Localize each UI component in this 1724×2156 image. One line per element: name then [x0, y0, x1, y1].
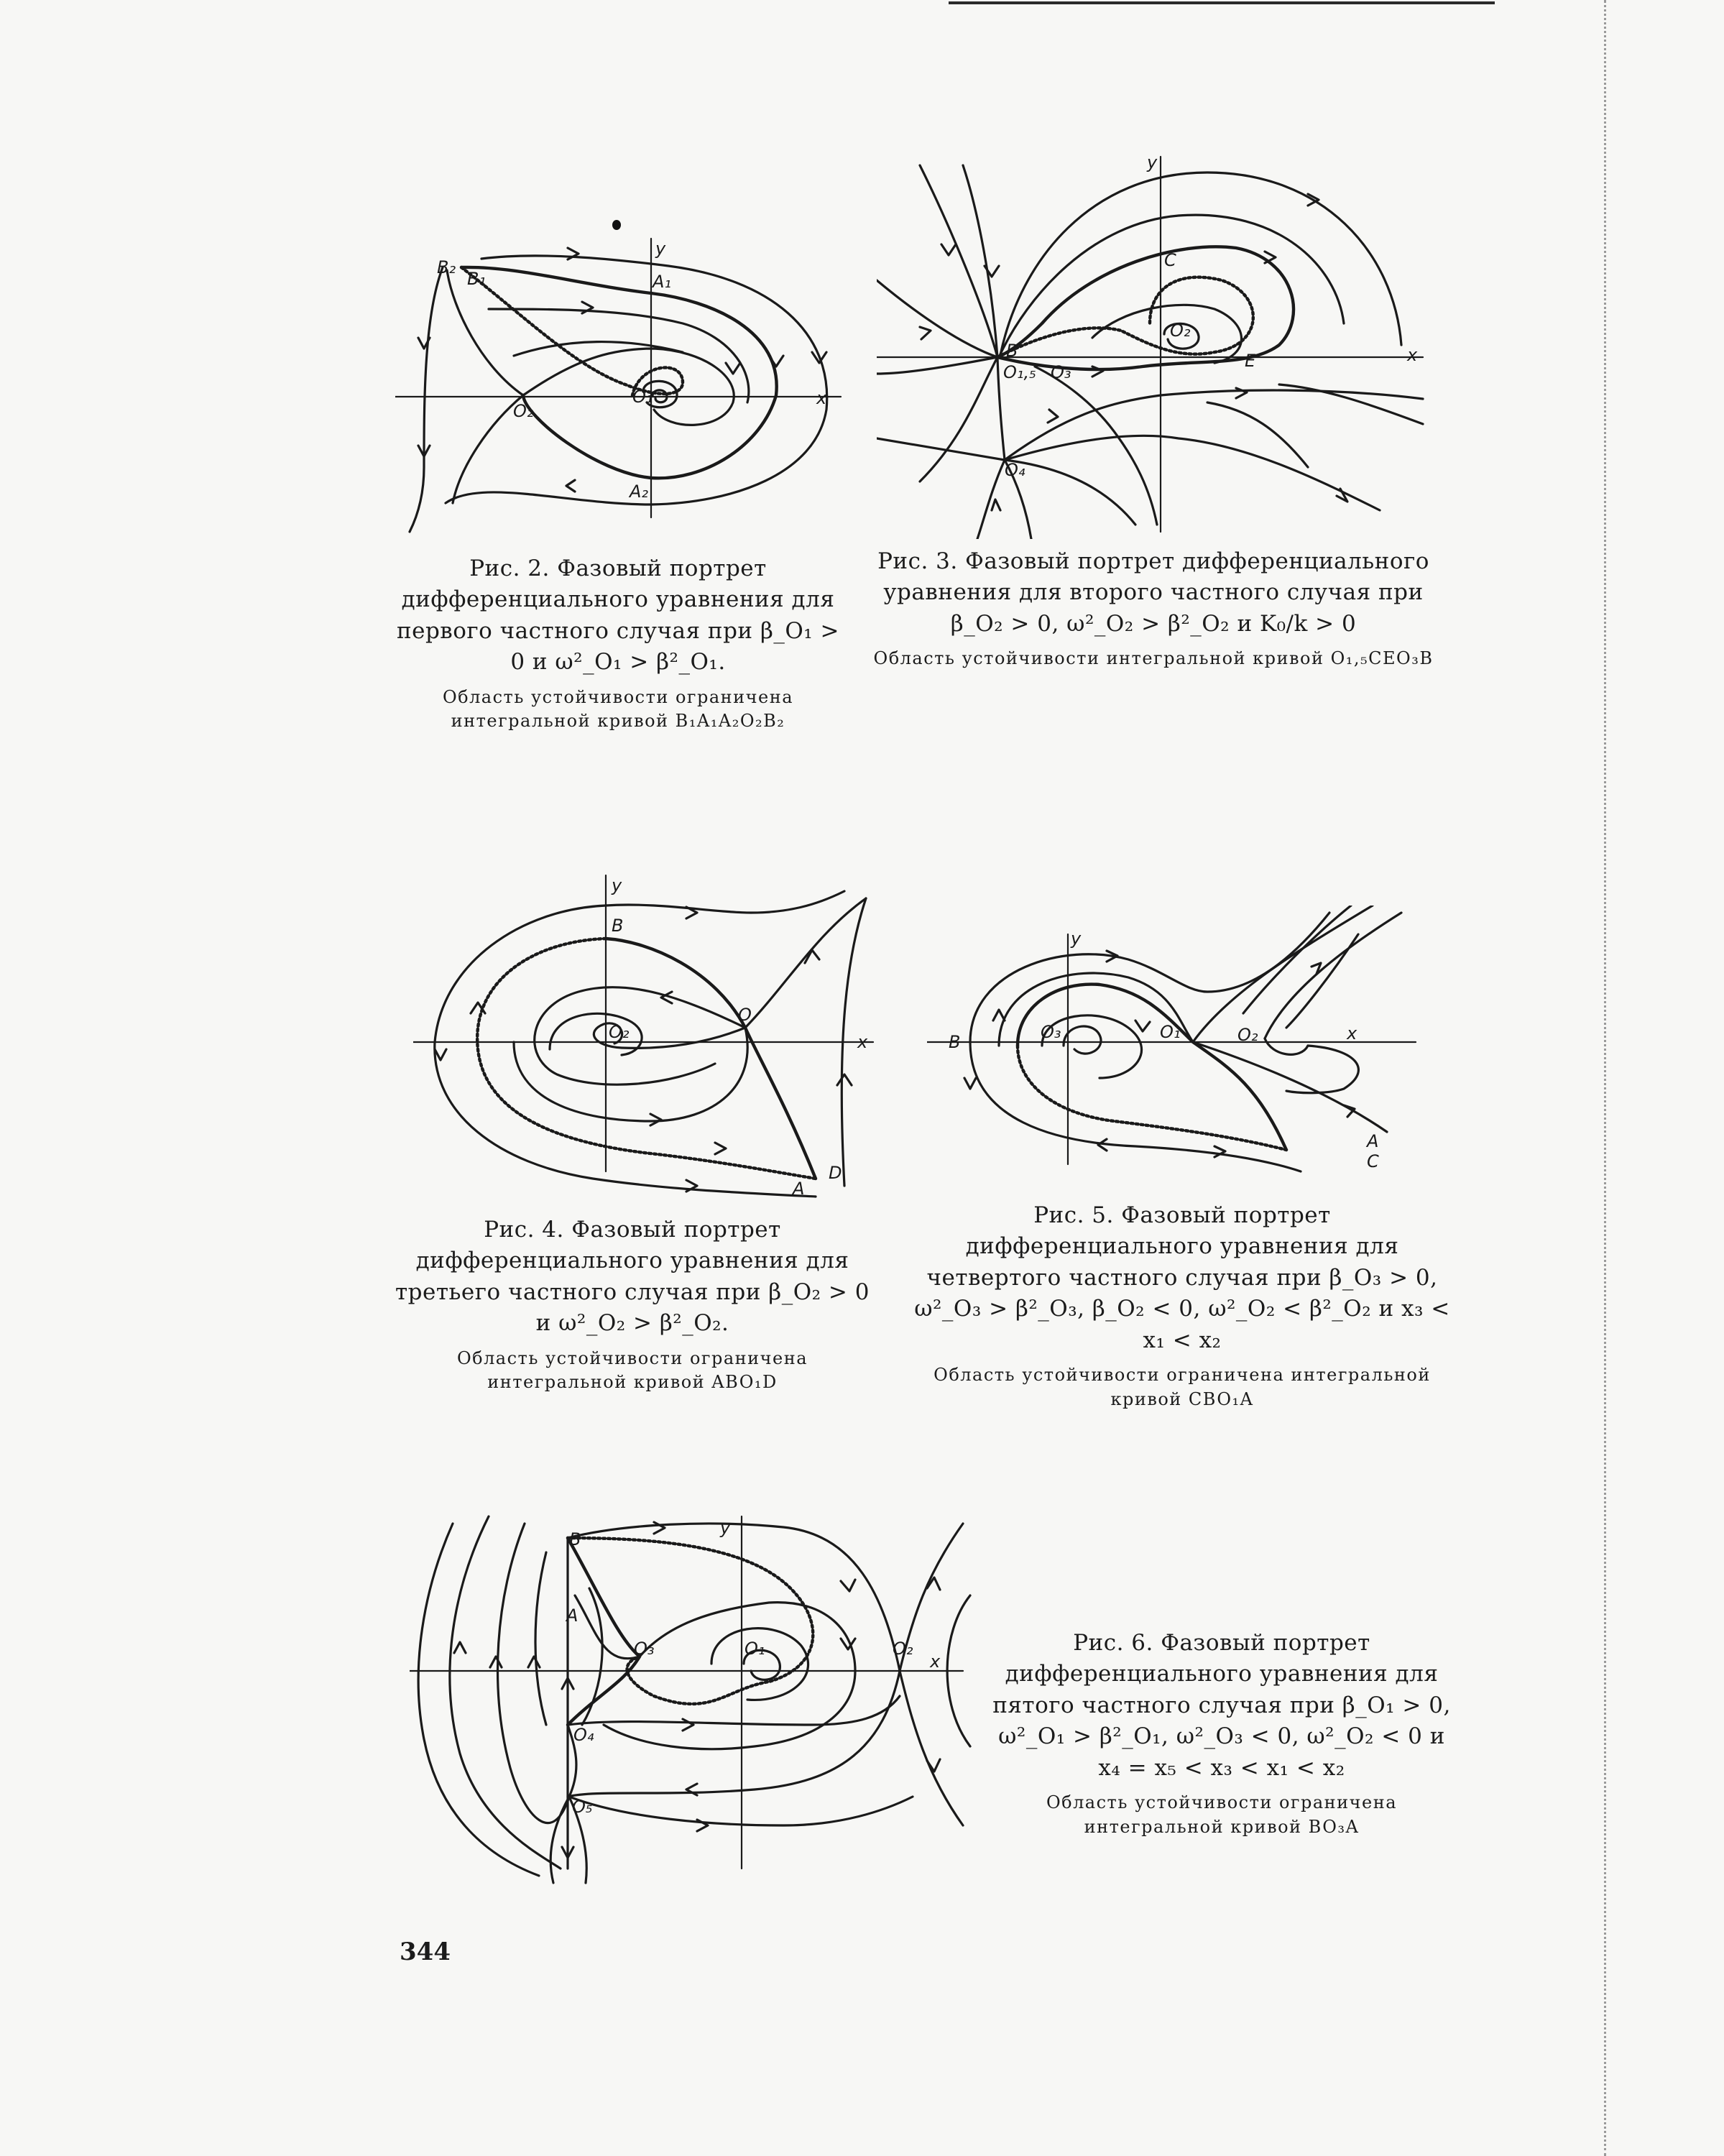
- caption-note: Область устойчивости ограничена интегральной кривой BO₃A: [1046, 1792, 1398, 1837]
- trajectory: [568, 1696, 900, 1725]
- axis-label-x: x: [816, 388, 827, 408]
- top-rule: [949, 1, 1495, 4]
- trajectory: [977, 460, 1005, 539]
- figure-4-caption: [388, 1215, 877, 1395]
- trajectory: [498, 1524, 569, 1823]
- trajectory: [550, 1797, 569, 1883]
- point-label-b: B: [1006, 341, 1018, 361]
- point-label-b: B: [569, 1529, 581, 1549]
- figure-2-phase-portrait: [395, 230, 855, 546]
- trajectory: [450, 1516, 561, 1869]
- page-edge: [1604, 0, 1606, 2156]
- arrow: [528, 1657, 540, 1667]
- arrow: [454, 1642, 466, 1653]
- point-label-a: A: [793, 1179, 805, 1199]
- caption-text: Рис. 6. Фазовый портрет дифференциального уравнения для пятого частного случая при β_O₁ > 0, ω²_O₁ > β²_O₁, ω²_O₃ < 0, ω²_O₂ < 0 и x₄ = x₅ < x₃ < x₁ < x₂: [992, 1630, 1451, 1781]
- point-label-a: A: [1367, 1131, 1379, 1151]
- figure-3-phase-portrait: [877, 151, 1430, 539]
- trajectory: [1265, 1038, 1308, 1054]
- trajectory: [446, 256, 827, 505]
- caption-note: Область устойчивости ограничена интегральной кривой CBO₁A: [934, 1364, 1431, 1409]
- point-label-o: O: [738, 1005, 752, 1025]
- point-label-o3: O₃: [1051, 362, 1071, 382]
- figure-6-phase-portrait: [410, 1509, 977, 1890]
- trajectory: [568, 1524, 900, 1671]
- arrow: [435, 1049, 446, 1060]
- point-label-o2: O₂: [1170, 321, 1191, 341]
- spiral: [1064, 1026, 1101, 1054]
- figure-3-caption: [870, 546, 1437, 671]
- arrow: [650, 1114, 661, 1125]
- axis-label-y: y: [1071, 929, 1082, 949]
- point-label-b: B: [612, 916, 624, 936]
- separatrix: [568, 1538, 640, 1725]
- axis-label-y: y: [655, 239, 666, 259]
- point-label-o2: O₂: [609, 1022, 630, 1042]
- caption-note: Область устойчивости интегральной кривой O₁,₅CEO₃B: [873, 648, 1434, 669]
- trajectory: [568, 1671, 900, 1797]
- point-label-c: C: [1367, 1151, 1379, 1171]
- trajectory: [410, 267, 443, 532]
- trajectory: [1000, 172, 1401, 355]
- arrow: [992, 499, 1000, 510]
- caption-text: Рис. 3. Фазовый портрет дифференциального уравнения для второго частного случая при β_O₂ > 0, ω²_O₂ > β²_O₂ и K₀/k > 0: [877, 548, 1429, 637]
- trajectory: [1035, 367, 1157, 525]
- axis-label-x: x: [930, 1651, 941, 1672]
- arrow: [993, 1010, 1005, 1021]
- figure-5: [927, 906, 1423, 1186]
- point-label-o15: O₁,₅: [1003, 362, 1036, 382]
- arrow: [1344, 1105, 1355, 1117]
- point-label-c: C: [1164, 250, 1176, 270]
- point-label-o2: O₂: [893, 1639, 913, 1659]
- caption-note: Область устойчивости ограничена интегральной кривой B₁A₁A₂O₂B₂: [442, 686, 794, 732]
- point-label-b2: B₂: [437, 257, 456, 277]
- trajectory: [877, 357, 997, 374]
- point-label-b1: B₁: [467, 269, 487, 289]
- separatrix-b1-a1-a2-o2: [461, 267, 777, 478]
- point-label-a1: A₁: [653, 272, 672, 292]
- trajectory: [877, 280, 997, 357]
- point-label-b: B: [949, 1032, 961, 1052]
- arrow: [697, 1820, 708, 1831]
- caption-text: Рис. 4. Фазовый портрет дифференциального уравнения для третьего частного случая при β_O₂ > 0 и ω²_O₂ > β²_O₂.: [395, 1217, 870, 1337]
- arrow: [1265, 252, 1276, 263]
- figure-4-phase-portrait: [413, 870, 888, 1200]
- figure-6: [410, 1509, 977, 1890]
- arrow: [841, 1580, 855, 1591]
- separatrix: [606, 939, 816, 1179]
- point-label-a2: A₂: [630, 482, 649, 502]
- figure-5-phase-portrait: [927, 906, 1423, 1186]
- point-label-o5: O₅: [572, 1797, 593, 1817]
- figure-3: [877, 151, 1430, 539]
- arrow: [566, 480, 575, 492]
- axis-label-x: x: [1407, 345, 1418, 365]
- trajectory: [963, 165, 997, 357]
- point-label-o1: O₁: [632, 387, 653, 407]
- trajectory: [435, 906, 816, 1197]
- trajectory: [1005, 390, 1423, 460]
- arrow: [964, 1078, 976, 1089]
- caption-text: Рис. 5. Фазовый портрет дифференциального уравнения для четвертого частного случая при β_O₃ > 0, ω²_O₃ > β²_O₃, β_O₂ < 0, ω²_O₂ < β²_O₂ и x₃ < x₁ < x₂: [914, 1202, 1450, 1353]
- arrow: [920, 327, 931, 339]
- point-label-o1: O₁: [1160, 1022, 1181, 1042]
- trajectory: [418, 1524, 539, 1876]
- trajectory: [1092, 305, 1242, 363]
- trajectory: [1265, 913, 1401, 1038]
- point-label-o2: O₂: [513, 401, 534, 421]
- arrow: [837, 1074, 852, 1085]
- point-label-a: A: [566, 1606, 578, 1626]
- trajectory: [582, 1588, 602, 1725]
- figure-4: [413, 870, 888, 1200]
- trajectory: [604, 1603, 855, 1749]
- arrow: [927, 1759, 940, 1772]
- arrow: [715, 1143, 726, 1154]
- trajectory: [447, 270, 523, 395]
- axis-label-y: y: [1147, 152, 1158, 172]
- separatrix: [900, 1671, 963, 1825]
- point-label-o1: O₁: [745, 1639, 765, 1659]
- trajectory: [920, 357, 997, 482]
- point-label-o3: O₃: [1041, 1022, 1061, 1042]
- caption-text: Рис. 2. Фазовый портрет дифференциального уравнения для первого частного случая при β_O₁ > 0 и ω²_O₁ > β²_O₁.: [396, 556, 840, 676]
- arrow: [1135, 1021, 1150, 1031]
- point-label-o4: O₄: [1005, 460, 1025, 480]
- figure-2: [395, 230, 855, 546]
- arrow: [490, 1657, 502, 1667]
- axis-label-y: y: [720, 1518, 731, 1538]
- arrow: [1048, 410, 1058, 423]
- point-label-o3: O₃: [634, 1639, 655, 1659]
- trajectory: [535, 1552, 546, 1725]
- figure-5-caption: [913, 1200, 1452, 1411]
- ink-speck: [612, 220, 621, 230]
- trajectory: [606, 891, 844, 913]
- arrow: [941, 244, 956, 255]
- axis-label-x: x: [1347, 1023, 1357, 1044]
- point-label-o4: O₄: [573, 1725, 594, 1745]
- axis-label-x: x: [857, 1032, 868, 1052]
- arrow: [726, 363, 740, 374]
- separatrix: [1193, 906, 1373, 1045]
- figure-6-caption: [985, 1628, 1459, 1839]
- stability-boundary: [477, 939, 816, 1179]
- stability-boundary: [461, 267, 683, 395]
- figure-2-caption: [388, 553, 848, 734]
- point-label-d: D: [829, 1163, 842, 1183]
- caption-note: Область устойчивости ограничена интегральной кривой ABO₁D: [456, 1348, 808, 1393]
- point-label-e: E: [1245, 351, 1256, 371]
- trajectory: [535, 987, 745, 1085]
- trajectory: [575, 1595, 640, 1659]
- axis-label-y: y: [612, 875, 622, 895]
- arrow: [683, 1719, 693, 1731]
- point-label-o2: O₂: [1237, 1025, 1258, 1045]
- page-number: 344: [400, 1938, 451, 1966]
